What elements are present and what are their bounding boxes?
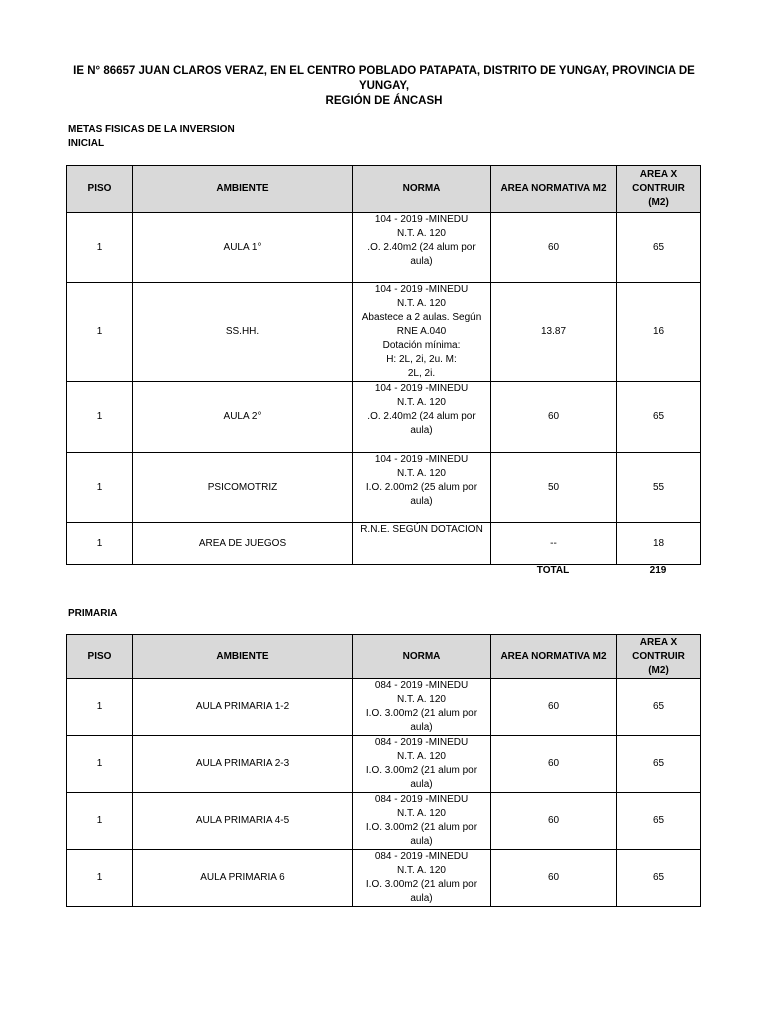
table-row	[67, 793, 701, 850]
ambiente-cell: AULA 1°	[133, 213, 353, 283]
norma-cell: 084 - 2019 -MINEDU N.T. A. 120 I.O. 3.00m2 (21 alum por aula)	[353, 850, 491, 907]
ambiente-cell: AULA PRIMARIA 4-5	[133, 793, 353, 850]
area-construir-cell: 65	[617, 213, 701, 283]
piso-cell: 1	[67, 736, 133, 793]
table-row	[67, 213, 701, 283]
piso-cell: 1	[67, 382, 133, 453]
total-label: TOTAL	[536, 565, 570, 576]
norma-cell: 104 - 2019 -MINEDU N.T. A. 120 .O. 2.40m2 (24 alum por aula)	[353, 382, 491, 453]
total-value: 219	[649, 565, 667, 576]
header-ambiente: AMBIENTE	[133, 166, 353, 213]
header-piso: PISO	[67, 166, 133, 213]
ambiente-cell: AULA PRIMARIA 6	[133, 850, 353, 907]
area-normativa-cell: 60	[491, 850, 617, 907]
norma-cell: R.N.E. SEGÚN DOTACION	[353, 523, 491, 565]
inicial-header-row	[67, 166, 701, 213]
section-heading: METAS FISICAS DE LA INVERSION	[68, 124, 235, 135]
area-construir-cell: 65	[617, 736, 701, 793]
header-norma: NORMA	[353, 635, 491, 679]
norma-cell: 104 - 2019 -MINEDU N.T. A. 120 Abastece a 2 aulas. Según RNE A.040 Dotación mínima: H: 2L, 2i, 2u. M: 2L, 2i.	[353, 283, 491, 382]
area-construir-cell: 65	[617, 679, 701, 736]
area-normativa-cell: 60	[491, 213, 617, 283]
piso-cell: 1	[67, 453, 133, 523]
header-norma: NORMA	[353, 166, 491, 213]
ambiente-cell: AULA PRIMARIA 1-2	[133, 679, 353, 736]
inicial-label: INICIAL	[68, 138, 105, 149]
norma-cell: 104 - 2019 -MINEDU N.T. A. 120 .O. 2.40m2 (24 alum por aula)	[353, 213, 491, 283]
title-line-2: REGIÓN DE ÁNCASH	[325, 95, 443, 107]
table-row	[67, 736, 701, 793]
area-normativa-cell: 60	[491, 736, 617, 793]
inicial-table	[66, 165, 701, 565]
title-line-1: IE N° 86657 JUAN CLAROS VERAZ, EN EL CENTRO POBLADO PATAPATA, DISTRITO DE YUNGAY, PROVINCIA DE YUNGAY,	[73, 65, 695, 92]
piso-cell: 1	[67, 523, 133, 565]
area-normativa-cell: --	[491, 523, 617, 565]
header-area-construir: AREA X CONTRUIR (M2)	[617, 635, 701, 679]
norma-cell: 084 - 2019 -MINEDU N.T. A. 120 I.O. 3.00m2 (21 alum por aula)	[353, 679, 491, 736]
ambiente-cell: AULA PRIMARIA 2-3	[133, 736, 353, 793]
area-construir-cell: 16	[617, 283, 701, 382]
ambiente-cell: AULA 2°	[133, 382, 353, 453]
piso-cell: 1	[67, 283, 133, 382]
piso-cell: 1	[67, 213, 133, 283]
table-row	[67, 679, 701, 736]
area-normativa-cell: 50	[491, 453, 617, 523]
area-construir-cell: 65	[617, 850, 701, 907]
primaria-label: PRIMARIA	[68, 608, 118, 619]
area-construir-cell: 55	[617, 453, 701, 523]
header-ambiente: AMBIENTE	[133, 635, 353, 679]
primaria-table	[66, 634, 701, 907]
area-normativa-cell: 60	[491, 793, 617, 850]
piso-cell: 1	[67, 793, 133, 850]
ambiente-cell: AREA DE JUEGOS	[133, 523, 353, 565]
header-area-normativa: AREA NORMATIVA M2	[491, 166, 617, 213]
header-area-construir: AREA X CONTRUIR (M2)	[617, 166, 701, 213]
area-normativa-cell: 60	[491, 382, 617, 453]
document-title	[60, 64, 708, 109]
area-construir-cell: 65	[617, 793, 701, 850]
primaria-header-row	[67, 635, 701, 679]
ambiente-cell: PSICOMOTRIZ	[133, 453, 353, 523]
table-row	[67, 453, 701, 523]
norma-cell: 104 - 2019 -MINEDU N.T. A. 120 I.O. 2.00m2 (25 alum por aula)	[353, 453, 491, 523]
norma-cell: 084 - 2019 -MINEDU N.T. A. 120 I.O. 3.00m2 (21 alum por aula)	[353, 793, 491, 850]
header-piso: PISO	[67, 635, 133, 679]
area-construir-cell: 18	[617, 523, 701, 565]
header-area-normativa: AREA NORMATIVA M2	[491, 635, 617, 679]
piso-cell: 1	[67, 850, 133, 907]
ambiente-cell: SS.HH.	[133, 283, 353, 382]
table-row	[67, 382, 701, 453]
table-row	[67, 283, 701, 382]
area-normativa-cell: 60	[491, 679, 617, 736]
area-construir-cell: 65	[617, 382, 701, 453]
norma-cell: 084 - 2019 -MINEDU N.T. A. 120 I.O. 3.00m2 (21 alum por aula)	[353, 736, 491, 793]
piso-cell: 1	[67, 679, 133, 736]
table-row	[67, 850, 701, 907]
area-normativa-cell: 13.87	[491, 283, 617, 382]
table-row	[67, 523, 701, 565]
